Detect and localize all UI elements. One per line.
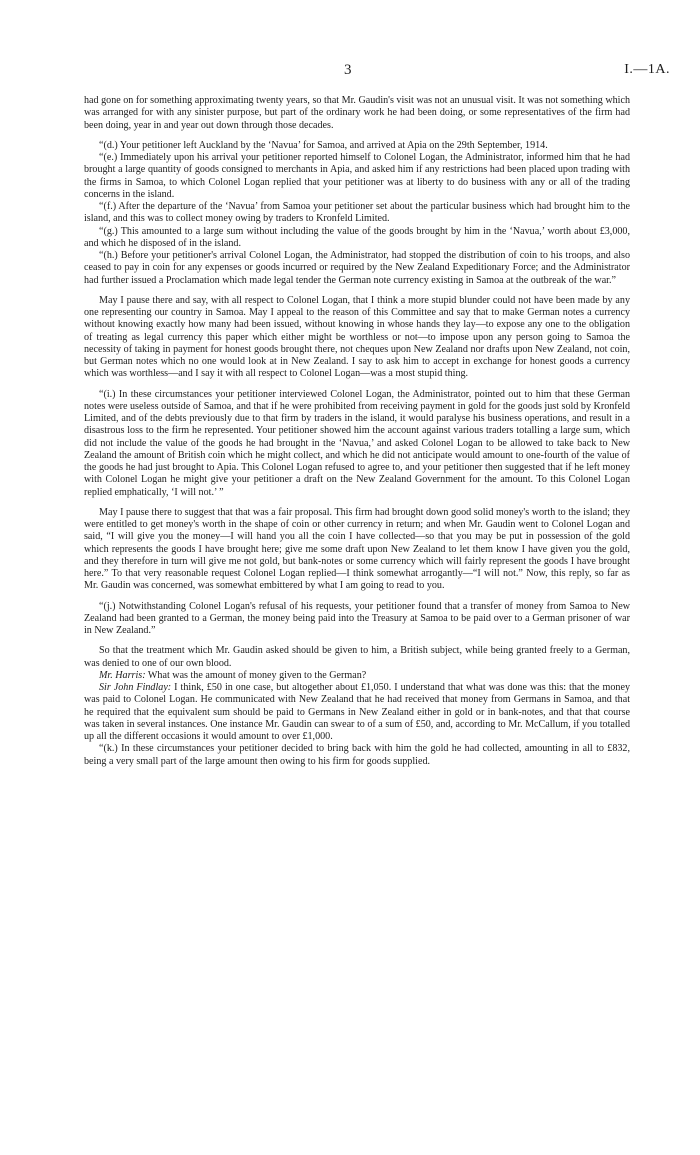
- paragraph-p13: [84, 682, 630, 743]
- paragraph-text: What was the amount of money given to the German?: [145, 669, 367, 681]
- paragraph-p7: [84, 295, 630, 381]
- paragraph-p10: [84, 601, 630, 638]
- paragraph-text: “(f.) After the departure of the ‘Navua’ from Samoa your petitioner set about the particular business which had brought him to the island, and this was to collect money owing by traders to Kronfeld Limited.: [84, 201, 630, 225]
- paragraph-p6: [84, 250, 630, 287]
- paragraph-p1: [84, 95, 630, 132]
- paragraph-text: “(e.) Immediately upon his arrival your petitioner reported himself to Colonel Logan, the Administrator, informed him that he had brought a large quantity of goods consigned to merchants in Apia, and asked him if any restrictions had been placed upon trading with the firms in Samoa, to which Colonel Logan replied that your petitioner was at liberty to do business with any or all of the trading concerns in the island.: [84, 152, 630, 200]
- body-text: [84, 95, 630, 768]
- paragraph-p12: [84, 670, 630, 682]
- paragraph-p5: [84, 226, 630, 251]
- paragraph-p11: [84, 645, 630, 670]
- page-number: 3: [344, 62, 352, 78]
- paragraph-p4: [84, 201, 630, 226]
- paragraph-text: had gone on for something approximating twenty years, so that Mr. Gaudin's visit was not an unusual visit. It was not something which was arranged for with any sinister purpose, but part of the ordinary work he had been doing, or some representatives of the firm had been doing, year in and year out down through those decades.: [84, 95, 630, 131]
- paragraph-p9: [84, 507, 630, 593]
- paragraph-p14: [84, 743, 630, 768]
- paragraph-text: “(g.) This amounted to a large sum without including the value of the goods brought by him in the ‘Navua,’ worth about £3,000, and which he disposed of in the island.: [84, 225, 630, 249]
- paragraph-text: So that the treatment which Mr. Gaudin asked should be given to him, a British subject, while being granted freely to a German, was denied to one of our own blood.: [84, 645, 630, 669]
- paragraph-text: May I pause there and say, with all respect to Colonel Logan, that I think a more stupid blunder could not have been made by any one representing our country in Samoa. May I appeal to the reason of this Committee and say that to make German notes a currency without knowing exactly how many had been issued, without knowing in whose hands they lay—to expose any one to the obligation of treating as legal currency this paper which either might be worthless or not—to impose upon any person going to Samoa the necessity of taking in payment for honest goods brought there, not cheques upon New Zealand nor drafts upon New Zealand, not coin, but German notes which no one would look at in New Zealand. I say to ask him to accept in exchange for honest goods a currency which was worthless—and I say it with all respect to Colonel Logan—was a most stupid thing.: [84, 294, 630, 380]
- speaker-name: Sir John Findlay:: [99, 682, 172, 693]
- paragraph-text: “(i.) In these circumstances your petitioner interviewed Colonel Logan, the Administrator, pointed out to him that these German notes were useless outside of Samoa, and that if he were prohibited from receiving payment in gold for the goods just sold by Kronfeld Limited, and of the debts previously due to that firm by traders in the island, it would paralyse his business operations, and result in a disastrous loss to the firm he represented. Your petitioner showed him the account against various traders totalling a large sum, which did not include the value of the goods he had brought in the ‘Navua,’ and asked Colonel Logan to be allowed to take back to New Zealand the amount of British coin which he might collect, and which he did not anticipate would amount to one-fourth of the value of the goods he had just brought to Apia. This Colonel Logan refused to agree to, and your petitioner then suggested that if he left money with Colonel Logan he might give your petitioner a draft on the New Zealand Government for the amount. To this Colonel Logan replied emphatically, ‘I will not.’ ”: [84, 388, 630, 498]
- paragraph-text: I think, £50 in one case, but altogether about £1,050. I understand that what was done was this: that the money was paid to Colonel Logan. He communicated with New Zealand that he had received that money from Germans in Samoa, and that he required that the equivalent sum should be paid to Germans in New Zealand either in gold or in bank-notes, and that that course was taken in several instances. One instance Mr. Gaudin can swear to of a sum of £50, and, according to Mr. McCallum, if you totalled up all the different occasions it would amount to over £1,000.: [84, 682, 630, 742]
- paragraph-text: “(k.) In these circumstances your petitioner decided to bring back with him the gold he had collected, amounting in all to £832, being a very small part of the large amount then owing to his firm for goods supplied.: [84, 743, 630, 767]
- page-header: [0, 62, 700, 82]
- paragraph-text: “(d.) Your petitioner left Auckland by the ‘Navua’ for Samoa, and arrived at Apia on the 29th September, 1914.: [99, 139, 548, 151]
- paragraph-text: “(j.) Notwithstanding Colonel Logan's refusal of his requests, your petitioner found that a transfer of money from Samoa to New Zealand had been granted to a German, the money being paid into the Treasury at Samoa to be paid over to a German prisoner of war in New Zealand.”: [84, 600, 630, 636]
- paragraph-p8: [84, 389, 630, 499]
- paragraph-p2: [84, 140, 630, 152]
- speaker-name: Mr. Harris:: [99, 669, 146, 681]
- paragraph-text: “(h.) Before your petitioner's arrival Colonel Logan, the Administrator, had stopped the distribution of coin to his troops, and also ceased to pay in coin for any expenses or goods incurred or required by the New Zealand Expeditionary Force; and the Administrator had further issued a Proclamation which made legal tender the German note currency existing in Samoa at the outbreak of the war.”: [84, 250, 630, 286]
- paragraph-text: May I pause there to suggest that that was a fair proposal. This firm had brought down good solid money's worth to the island; they were entitled to get money's worth in the shape of coin or other currency in return; and when Mr. Gaudin went to Colonel Logan and said, “I will give you the money—I will hand you all the coin I have collected—so that you may be put in possession of the gold which represents the goods I have brought here; give me some draft upon New Zealand to let them know I have given you the gold, and they therefore in turn will give me not gold, but bank-notes or some currency which will fairly represent the goods I have brought here.” To that very reasonable request Colonel Logan replied—I think somewhat arrogantly—“I will not.” Now, this reply, so far as Mr. Gaudin was concerned, was somewhat embittered by what I am going to read to you.: [84, 506, 630, 592]
- paragraph-p3: [84, 152, 630, 201]
- document-reference: I.—1A.: [624, 62, 670, 77]
